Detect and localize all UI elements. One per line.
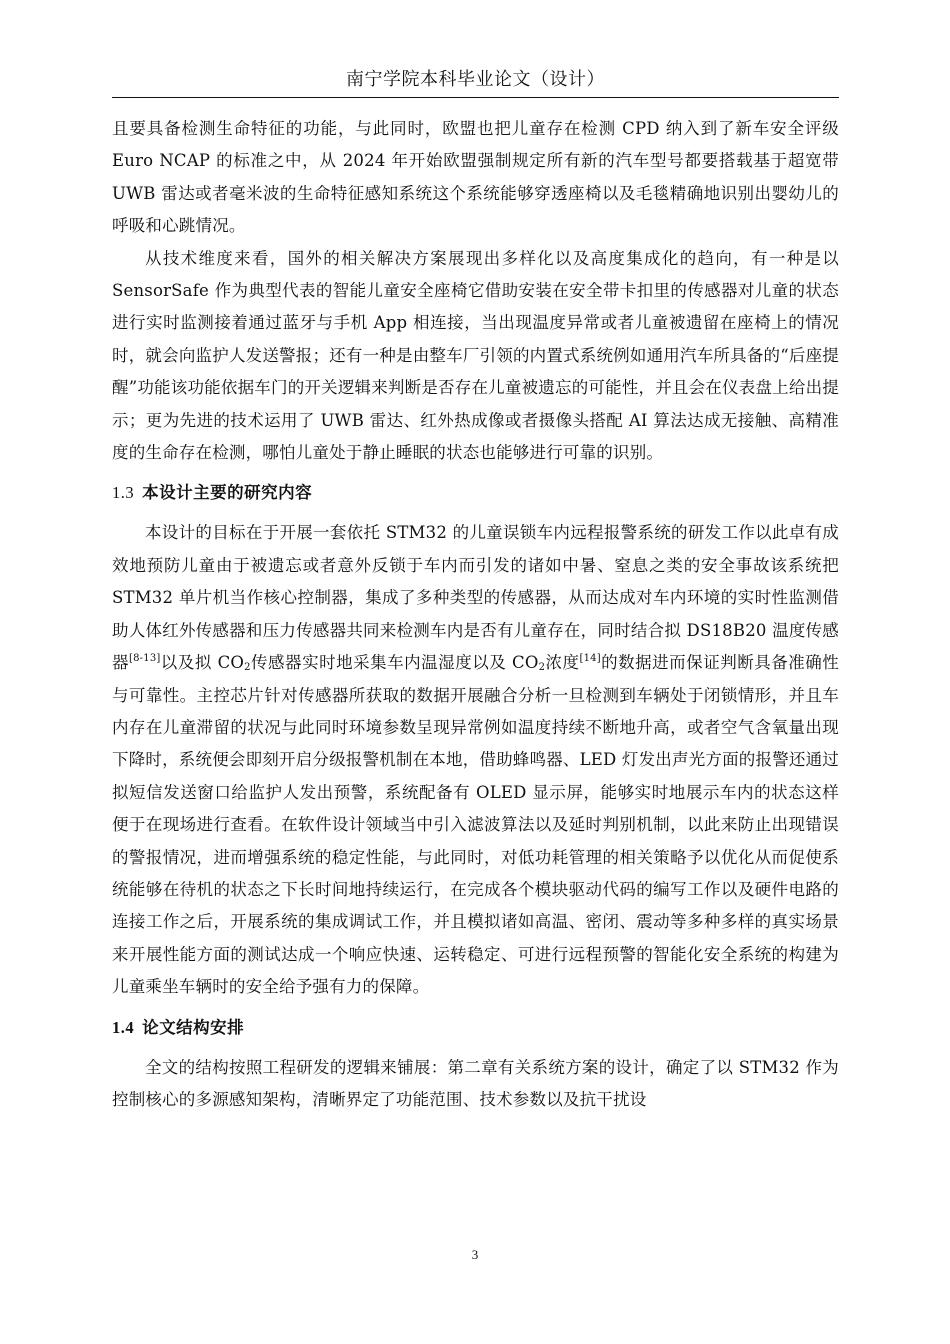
section-number: 1.4 (112, 1017, 135, 1037)
paragraph-continued: 且要具备检测生命特征的功能，与此同时，欧盟也把儿童存在检测 CPD 纳入到了新车安全评级 Euro NCAP 的标准之中，从 2024 年开始欧盟强制规定所有新的汽车型号都要搭载基于超宽带 UWB 雷达或者毫米波的生命特征感知系统这个系统能够穿透座椅以及毛毯精确地识别出婴幼儿的呼吸和心跳情况。 (112, 119, 839, 236)
paragraph-research-content (112, 517, 839, 1003)
citation-ref: [14] (579, 653, 601, 665)
paragraph-foreign-solutions: 从技术维度来看，国外的相关解决方案展现出多样化以及高度集成化的趋向，有一种是以 SensorSafe 作为典型代表的智能儿童安全座椅它借助安装在安全带卡扣里的传感器对儿童的状态进行实时监测接着通过蓝牙与手机 App 相连接，当出现温度异常或者儿童被遗留在座椅上的情况时，就会向监护人发送警报；还有一种是由整车厂引领的内置式系统例如通用汽车所具备的“后座提醒”功能该功能依据车门的开关逻辑来判断是否存在儿童被遗忘的可能性，并且会在仪表盘上给出提示；更为先进的技术运用了 UWB 雷达、红外热成像或者摄像头搭配 AI 算法达成无接触、高精准度的生命存在检测，哪怕儿童处于静止睡眠的状态也能够进行可靠的识别。 (112, 248, 839, 463)
subscript: 2 (538, 662, 546, 674)
header-rule (112, 97, 839, 98)
section-heading-1-3 (112, 477, 839, 509)
subscript: 2 (244, 662, 251, 674)
text-run: 本设计的目标在于开展一套依托 STM32 的儿童误锁车内远程报警系统的研发工作以此卓有成效地预防儿童由于被遗忘或者意外反锁于车内而引发的诸如中暑、窒息之类的安全事故该系统把 STM32 单片机当作核心控制器，集成了多种类型的传感器，从而达成对车内环境的实时性监测借助人体红外传感器和压力传感器共同来检测车内是否有儿童存在，同时结合拟 DS18B20 温度传感器 (112, 523, 839, 673)
section-title: 本设计主要的研究内容 (142, 483, 313, 503)
text-run: 传感器实时地采集车内温湿度以及 CO (250, 653, 539, 673)
text-run: 的数据进而保证判断具备准确性与可靠性。主控芯片针对传感器所获取的数据开展融合分析一旦检测到车辆处于闭锁情形，并且车内存在儿童滞留的状况与此同时环境参数呈现异常例如温度持续不断地升高，或者空气含氧量出现下降时，系统便会即刻开启分级报警机制在本地，借助蜂鸣器、LED 灯发出声光方面的报警还通过拟短信发送窗口给监护人发出预警，系统配备有 OLED 显示屏，能够实时地展示车内的状态这样便于在现场进行查看。在软件设计领域当中引入滤波算法以及延时判别机制，以此来防止出现错误的警报情况，进而增强系统的稳定性能，与此同时，对低功耗管理的相关策略予以优化从而促使系统能够在待机的状态之下长时间地持续运行，在完成各个模块驱动代码的编写工作以及硬件电路的连接工作之后，开展系统的集成调试工作，并且模拟诸如高温、密闭、震动等多种多样的真实场景来开展性能方面的测试达成一个响应快速、运转稳定、可进行远程预警的智能化安全系统的构建为儿童乘坐车辆时的安全给予强有力的保障。 (112, 653, 839, 997)
text-run: 浓度 (545, 653, 580, 673)
body-text (112, 113, 839, 1116)
text-run: 以及拟 CO (160, 653, 245, 673)
page-number: 3 (471, 1247, 479, 1262)
section-number: 1.3 (112, 483, 135, 503)
section-title: 论文结构安排 (142, 1017, 245, 1037)
section-heading-1-4 (112, 1012, 839, 1044)
paragraph-thesis-structure: 全文的结构按照工程研发的逻辑来铺展：第二章有关系统方案的设计，确定了以 STM32 作为控制核心的多源感知架构，清晰界定了功能范围、技术参数以及抗干扰设 (112, 1057, 839, 1109)
citation-ref: [8-13] (129, 653, 161, 665)
running-header: 南宁学院本科毕业论文（设计） (346, 69, 605, 90)
